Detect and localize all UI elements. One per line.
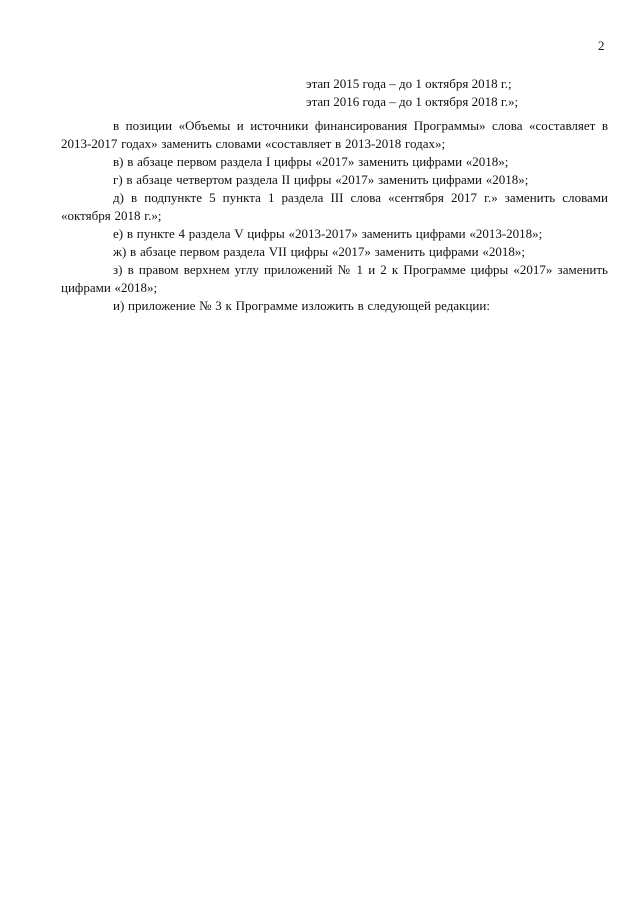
stage-deadlines	[306, 75, 518, 111]
paragraph-funding-volumes: в позиции «Объемы и источники финансирования Программы» слова «составляет в 2013-2017 годах» заменить словами «составляет в 2013-2018 годах»;	[61, 118, 608, 151]
paragraph-v-section-1: в) в абзаце первом раздела I цифры «2017» заменить цифрами «2018»;	[113, 154, 509, 169]
amendments-text	[61, 117, 608, 315]
paragraph-z-appendices: з) в правом верхнем углу приложений № 1 и 2 к Программе цифры «2017» заменить цифрами «2018»;	[61, 262, 608, 295]
paragraph-zh-section-7: ж) в абзаце первом раздела VII цифры «2017» заменить цифрами «2018»;	[113, 244, 525, 259]
paragraph-g-section-2: г) в абзаце четвертом раздела II цифры «2017» заменить цифрами «2018»;	[113, 172, 529, 187]
paragraph-d-section-3: д) в подпункте 5 пункта 1 раздела III слова «сентября 2017 г.» заменить словами «октября 2018 г.»;	[61, 190, 608, 223]
page-number: 2	[598, 38, 605, 53]
stage-2015-line: этап 2015 года – до 1 октября 2018 г.;	[306, 76, 512, 91]
stage-2016-line: этап 2016 года – до 1 октября 2018 г.»;	[306, 94, 519, 109]
paragraph-i-appendix-3: и) приложение № 3 к Программе изложить в следующей редакции:	[113, 298, 490, 313]
paragraph-e-section-5: е) в пункте 4 раздела V цифры «2013-2017» заменить цифрами «2013-2018»;	[113, 226, 543, 241]
